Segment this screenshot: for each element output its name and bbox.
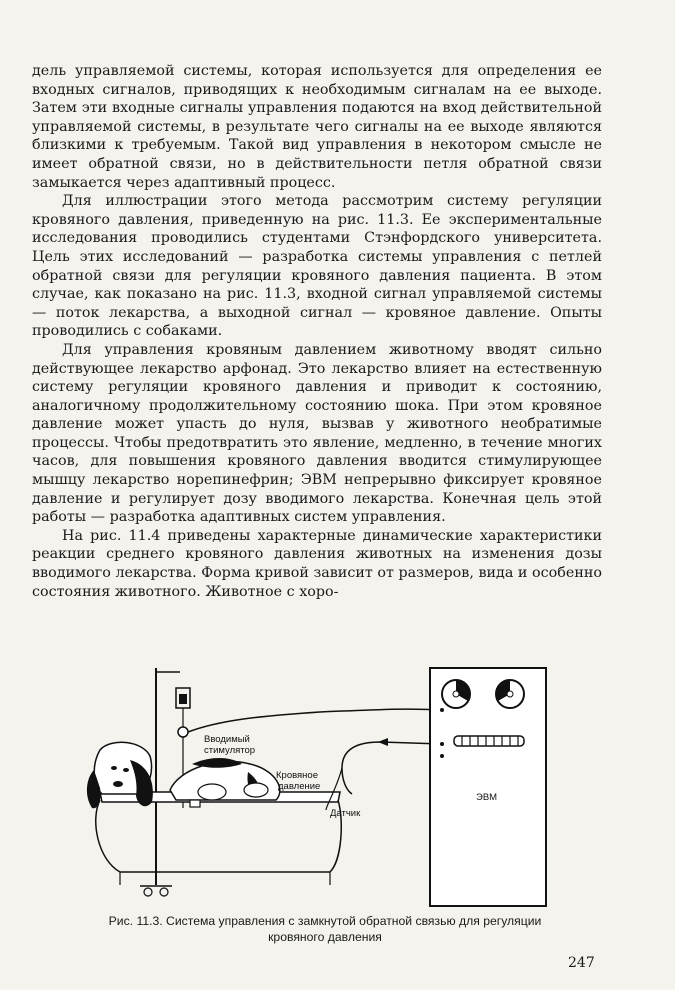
label-stimulator-2: стимулятор xyxy=(204,745,256,756)
paragraph: дель управляемой системы, которая используется для определения ее входных сигналов, приводящих к необходимым сигналам на ее выходе. Затем эти входные сигналы управления подаются на вход действительной управляемой системы, в результате чего сигналы на ее выходе являются близкими к требуемым. Такой вид управления в некотором смысле не имеет обратной связи, но в действительности петля обратной связи замыкается через адаптивный процесс. xyxy=(32,63,602,191)
sensor-icon xyxy=(190,800,200,807)
page-text xyxy=(32,62,602,601)
wire-pressure xyxy=(342,742,442,794)
figure-blood-pressure-system xyxy=(80,660,560,908)
caption-line-1: Рис. 11.3. Система управления с замкнутой обратной связью для регуляции xyxy=(108,914,542,928)
wire-stimulator xyxy=(188,709,442,732)
paragraph: Для управления кровяным давлением животному вводят сильно действующее лекарство арфонад. Это лекарство влияет на естественную систему регуляции кровяного давления и приводит к состоянию, аналогичному продолжительному состоянию шока. При этом кровяное давление может упасть до нуля, вызвав у животного необратимые процессы. Чтобы предотвратить это явление, медленно, в течение многих часов, для повышения кровяного давления вводится стимулирующее мышцу лекарство норепинефрин; ЭВМ непрерывно фиксирует кровяное давление и регулирует дозу вводимого лекарства. Конечная цель этой работы — разработка адаптивных систем управления. xyxy=(32,341,602,526)
label-pressure-2: давление xyxy=(278,781,321,792)
control-panel xyxy=(454,736,524,746)
paragraph: На рис. 11.4 приведены характерные динамические характеристики реакции среднего кровяного давления животных на изменения дозы вводимого лекарства. Форма кривой зависит от размеров, вида и особенно состояния животного. Животное с хоро- xyxy=(32,527,602,600)
figure-illustration xyxy=(80,660,560,908)
caption-line-2: кровяного давления xyxy=(268,930,382,944)
figure-caption xyxy=(40,913,610,945)
label-computer: ЭВМ xyxy=(476,792,498,803)
valve-icon xyxy=(178,727,188,737)
paragraph: Для иллюстрации этого метода рассмотрим систему регуляции кровяного давления, приведенную на рис. 11.3. Ее экспериментальные исследования проводились студентами Стэнфордского университета. Цель этих исследований — разработка системы управления с петлей обратной связи для регуляции кровяного давления пациента. В этом случае, как показано на рис. 11.3, входной сигнал управляемой системы — поток лекарства, а выходной сигнал — кровяное давление. Опыты проводились с собаками. xyxy=(32,193,602,340)
label-pressure-1: Кровяное xyxy=(276,770,318,781)
page-number: 247 xyxy=(568,955,595,971)
label-sensor: Датчик xyxy=(330,808,361,819)
label-stimulator-1: Вводимый xyxy=(204,734,250,745)
